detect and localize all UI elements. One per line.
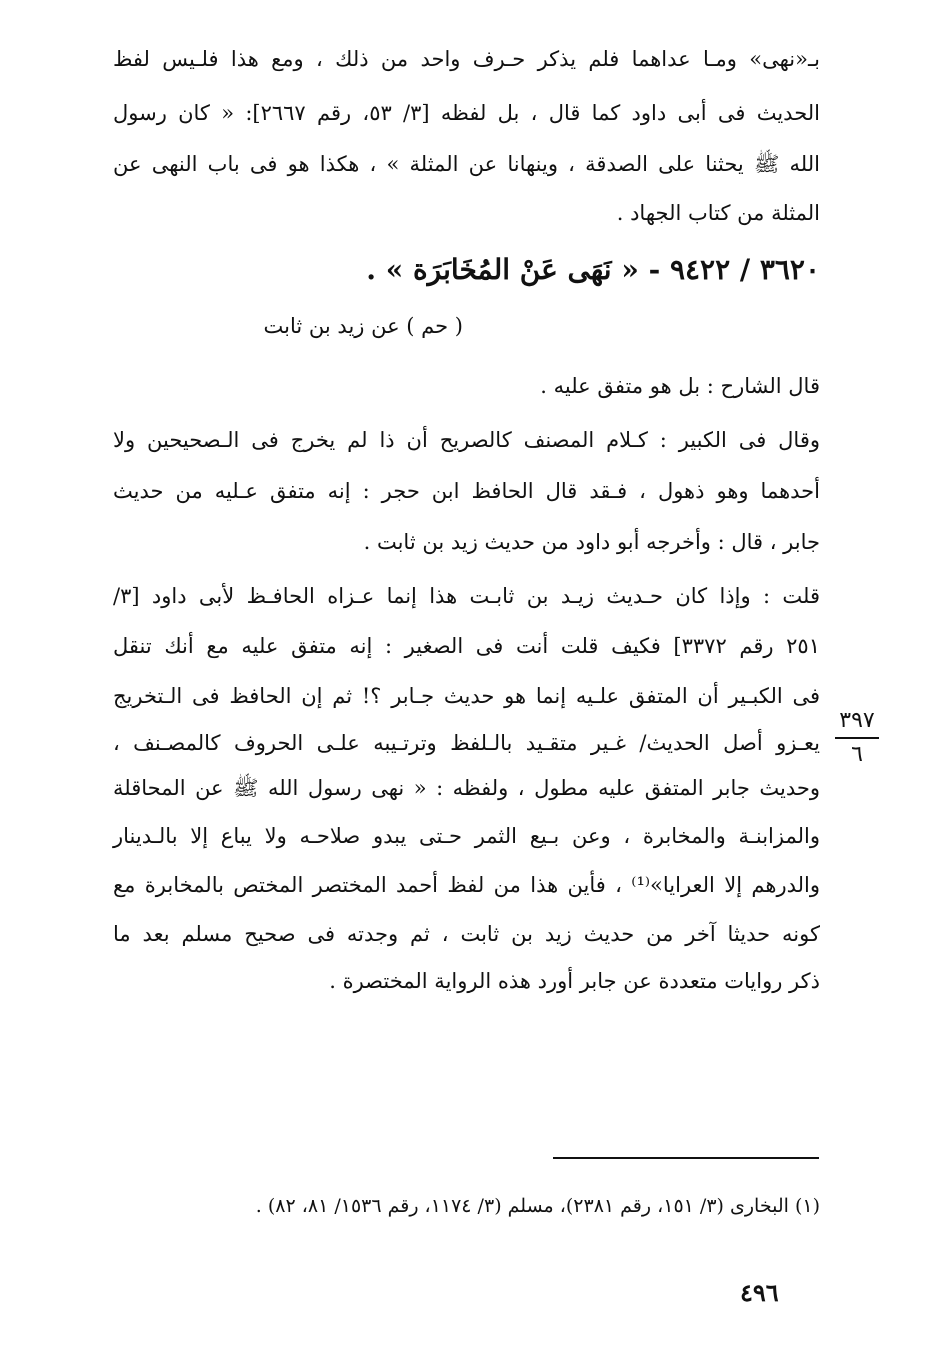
text-line: ٢٥١ رقم ٣٣٧٢] فكيف قلت أنت فى الصغير : إنه متفق عليه مع أنك تنقل	[113, 634, 820, 658]
margin-reference-top: ٣٩٧	[839, 708, 875, 733]
text-line: كونه حديثا آخر من حديث زيد بن ثابت ، ثم وجدته فى صحيح مسلم بعد ما	[113, 922, 820, 946]
footnote: (١) البخارى (٣/ ١٥١، رقم ٢٣٨١)، مسلم (٣/ ١١٧٤، رقم ١٥٣٦/ ٨١، ٨٢) .	[255, 1195, 820, 1217]
hadith-source: ( حم ) عن زيد بن ثابت	[263, 314, 463, 338]
hadith-heading: ٣٦٢٠ / ٩٤٢٢ - « نَهَى عَنْ المُخَابَرَة » .	[366, 253, 820, 286]
text-line: الله ﷺ يحثنا على الصدقة ، وينهانا عن المثلة » ، هكذا هو فى باب النهى عن	[113, 152, 820, 176]
footnote-separator	[553, 1157, 819, 1159]
text-line: يعـزو أصل الحديث/ غـير متقـيد بالـلفظ وترتـيبه علـى الحروف كالمصـنف ،	[113, 731, 820, 755]
text-line: والمزابنـة والمخابرة ، وعن بـيع الثمر حـتى يبدو صلاحـه ولا يباع إلا بالـدينار	[113, 824, 820, 848]
text-line: وحديث جابر المتفق عليه مطول ، ولفظه : « نهى رسول الله ﷺ عن المحاقلة	[113, 776, 820, 800]
text-line: بـ«نهى» ومـا عداهما فلم يذكر حـرف واحد من ذلك ، ومع هذا فلـيس لفظ	[113, 47, 820, 71]
margin-reference-rule	[835, 737, 879, 739]
text-line: قلت : وإذا كان حـديث زيـد بن ثابـت هذا إنما عـزاه الحافـظ لأبى داود [٣/	[113, 584, 820, 608]
margin-reference	[833, 707, 881, 769]
commentator-line: قال الشارح : بل هو متفق عليه .	[540, 374, 820, 398]
text-line: فى الكبـير أن المتفق علـيه إنما هو حديث جـابر ؟! ثم إن الحافظ فى الـتخريج	[113, 684, 820, 708]
text-line: المثلة من كتاب الجهاد .	[616, 201, 820, 225]
text-line: ذكر روايات متعددة عن جابر أورد هذه الرواية المختصرة .	[329, 969, 820, 993]
page-number: ٤٩٦	[740, 1278, 779, 1307]
text-line: أحدهما وهو ذهول ، فـقد قال الحافظ ابن حجر : إنه متفق عـليه من حديث	[113, 479, 820, 503]
text-line: جابر ، قال : وأخرجه أبو داود من حديث زيد بن ثابت .	[363, 530, 820, 554]
text-line: والدرهم إلا العرايا»⁽¹⁾ ، فأين هذا من لفظ أحمد المختصر المختص بالمخابرة مع	[113, 873, 820, 897]
text-line: وقال فى الكبير : كـلام المصنف كالصريح أن ذا لم يخرج فى الـصحيحين ولا	[113, 428, 820, 452]
text-line: الحديث فى أبى داود كما قال ، بل لفظه [٣/ ٥٣، رقم ٢٦٦٧]: « كان رسول	[113, 101, 820, 125]
margin-reference-bottom: ٦	[851, 742, 863, 767]
